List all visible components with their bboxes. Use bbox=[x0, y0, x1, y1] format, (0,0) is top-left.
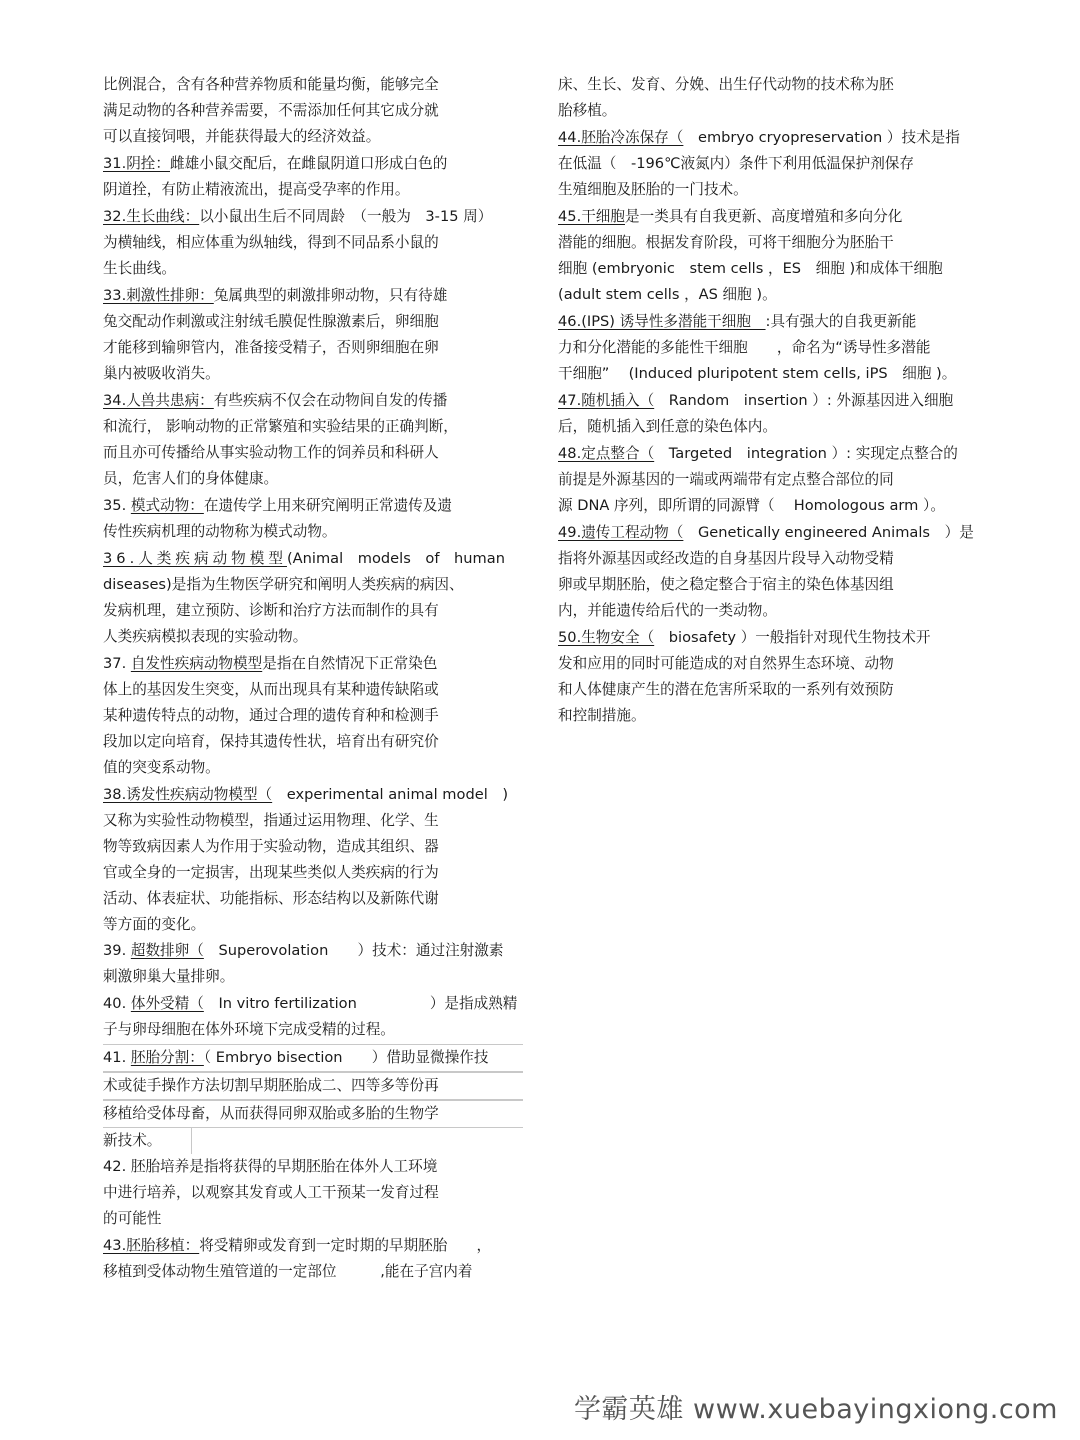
term-37: 自发性疾病动物模型 bbox=[130, 655, 263, 672]
entry-33: 33.刺激性排卵：兔属典型的刺激排卵动物，只有待雄 兔交配动作刺激或注射绒毛膜促性腺激素后，卵细胞 才能移到输卵管内，准备接受精子，否则卵细胞在卵 巢内被吸收消失。 bbox=[103, 287, 448, 382]
term-34: 34.人兽共患病： bbox=[103, 392, 214, 409]
entry-46: 46.(IPS) 诱导性多潜能干细胞 :具有强大的自我更新能 力和分化潜能的多能性干细胞 ，命名为“诱导性多潜能 干细胞” (Induced pluripotent stem cells, iPS 细胞 )。 bbox=[558, 313, 957, 382]
term-32: 32.生长曲线： bbox=[103, 208, 200, 225]
term-39: 超数排卵（ bbox=[130, 942, 204, 959]
entry-31: 31.阴拴：雌雄小鼠交配后，在雌鼠阴道口形成白色的 阴道拴，有防止精液流出，提高受孕率的作用。 bbox=[103, 155, 448, 198]
term-48: 48.定点整合（ bbox=[558, 445, 655, 462]
entry-47: 47.随机插入（ Random insertion ）: 外源基因进入细胞 后，随机插入到任意的染色体内。 bbox=[558, 392, 954, 435]
term-44: 44.胚胎冷冻保存（ bbox=[558, 129, 684, 146]
entry-35: 35. 模式动物：在遗传学上用来研究阐明正常遗传及遗 传性疾病机理的动物称为模式动物。 bbox=[103, 497, 452, 540]
entry-40: 40. 体外受精（ In vitro fertilization ）是指成熟精 子与卵母细胞在体外环境下完成受精的过程。 bbox=[103, 995, 518, 1038]
entry-34: 34.人兽共患病：有些疾病不仅会在动物间自发的传播 和流行， 影响动物的正常繁殖和实验结果的正确判断， 而且亦可传播给从事实验动物工作的饲养员和科研人 员，危害人们的身体健康。 bbox=[103, 392, 458, 487]
entry-45: 45.干细胞是一类具有自我更新、高度增殖和多向分化 潜能的细胞。根据发育阶段，可将干细胞分为胚胎干 细胞 (embryonic stem cells ，ES 细胞 )和成体干细胞 (adult stem cells ，AS 细胞 )。 bbox=[558, 208, 943, 303]
entry-48: 48.定点整合（ Targeted integration ）: 实现定点整合的 前提是外源基因的一端或两端带有定点整合部位的同 源 DNA 序列，即所谓的同源臂（ Homologous arm ）。 bbox=[558, 445, 958, 514]
term-45: 45.干细胞 bbox=[558, 208, 625, 225]
term-50: 50.生物安全（ bbox=[558, 629, 655, 646]
continuation-paragraph: 比例混合，含有各种营养物质和能量均衡，能够完全 满足动物的各种营养需要，不需添加任何其它成分就 可以直接饲喂，并能获得最大的经济效益。 bbox=[103, 76, 439, 145]
term-36: 36.人类疾病动物模型 bbox=[103, 550, 287, 567]
right-column bbox=[558, 72, 978, 729]
entry-39: 39. 超数排卵（ Superovolation ）技术：通过注射激素 刺激卵巢大量排卵。 bbox=[103, 942, 504, 985]
term-49: 49.遗传工程动物（ bbox=[558, 524, 684, 541]
term-47: 47.随机插入（ bbox=[558, 392, 655, 409]
entry-43: 43.胚胎移植：将受精卵或发育到一定时期的早期胚胎 ， 移植到受体动物生殖管道的一定部位 ,能在子宫内着 bbox=[103, 1237, 492, 1280]
left-column bbox=[103, 72, 528, 1285]
term-43: 43.胚胎移植： bbox=[103, 1237, 200, 1254]
entry-44: 44.胚胎冷冻保存（ embryo cryopreservation ）技术是指 在低温（ -196℃液氮内）条件下利用低温保护剂保存 生殖细胞及胚胎的一门技术。 bbox=[558, 129, 960, 198]
entry-49: 49.遗传工程动物（ Genetically engineered Animals ）是 指将外源基因或经改造的自身基因片段导入动物受精 卵或早期胚胎，使之稳定整合于宿主的染色体基因组 内，并能遗传给后代的一类动物。 bbox=[558, 524, 974, 619]
entry-37: 37. 自发性疾病动物模型是指在自然情况下正常染色 体上的基因发生突变，从而出现具有某种遗传缺陷或 某种遗传特点的动物，通过合理的遗传育种和检测手 段加以定向培育，保持其遗传性状，培育出有研究价 值的突变系动物。 bbox=[103, 655, 439, 776]
site-watermark: 学霸英雄 www.xuebayingxiong.com bbox=[573, 1394, 1058, 1425]
entry-42: 42. 胚胎培养是指将获得的早期胚胎在体外人工环境 中进行培养，以观察其发育或人工干预某一发育过程 的可能性 bbox=[103, 1158, 439, 1227]
term-40: 体外受精（ bbox=[130, 995, 204, 1012]
term-38: 38.诱发性疾病动物模型（ bbox=[103, 786, 273, 803]
entry-32: 32.生长曲线：以小鼠出生后不同周龄 （一般为 3-15 周） 为横轴线，相应体重为纵轴线，得到不同品系小鼠的 生长曲线。 bbox=[103, 208, 493, 277]
term-33: 33.刺激性排卵： bbox=[103, 287, 214, 304]
term-41: 胚胎分割： bbox=[130, 1049, 204, 1066]
term-31: 31.阴拴： bbox=[103, 155, 170, 172]
entry-50: 50.生物安全（ biosafety ）一般指针对现代生物技术开 发和应用的同时可能造成的对自然界生态环境、动物 和人体健康产生的潜在危害所采取的一系列有效预防 和控制措施。 bbox=[558, 629, 931, 724]
entry-41: 41. 胚胎分割：（ Embryo bisection ）借助显微操作技 术或徒手操作方法切割早期胚胎成二、四等多等份再 移植给受体母畜，从而获得同卵双胎或多胎的生物学 新技术。 bbox=[103, 1044, 528, 1154]
continuation-paragraph-right: 床、生长、发育、分娩、出生仔代动物的技术称为胚 胎移植。 bbox=[558, 76, 894, 119]
entry-36: 36.人类疾病动物模型(Animal models of human diseases)是指为生物医学研究和阐明人类疾病的病因、 发病机理，建立预防、诊断和治疗方法而制作的具有 人类疾病模拟表现的实验动物。 bbox=[103, 550, 505, 645]
entry-38: 38.诱发性疾病动物模型（ experimental animal model ) 又称为实验性动物模型，指通过运用物理、化学、生 物等致病因素人为作用于实验动物，造成其组织、器 官或全身的一定损害，出现某些类似人类疾病的行为 活动、体表症状、功能指标、形态结构以及新陈代谢 等方面的变化。 bbox=[103, 786, 509, 933]
term-46: 46.(IPS) 诱导性多潜能干细胞 bbox=[558, 313, 766, 330]
term-35: 模式动物： bbox=[130, 497, 204, 514]
